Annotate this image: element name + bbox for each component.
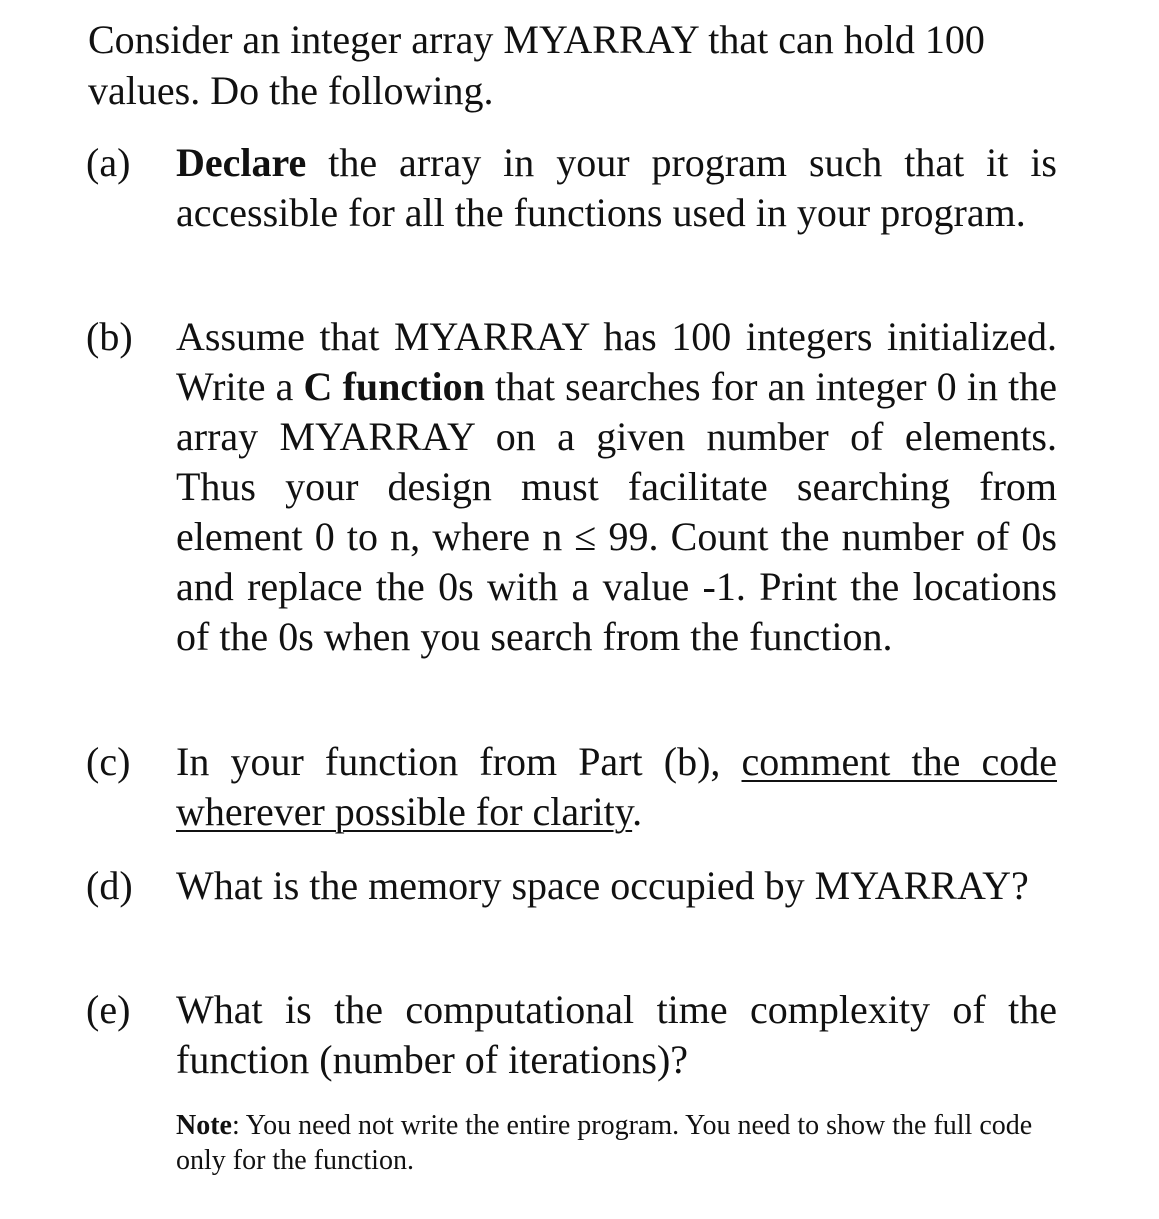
item-body [176, 737, 1057, 837]
question-item-c [86, 737, 1057, 837]
item-label: (d) [86, 863, 133, 908]
question-item-a [86, 138, 1057, 238]
bold-text: Declare [176, 140, 307, 185]
underlined-text: comment the code wherever possible for clarity [176, 739, 1057, 834]
bold-text: C function [303, 364, 485, 409]
note-body: : You need not write the entire program. You need to show the full code only for the function. [176, 1110, 1033, 1176]
note-text [176, 1108, 1071, 1178]
question-item-b [86, 312, 1057, 662]
question-item-e [86, 985, 1057, 1085]
question-item-d [86, 861, 1057, 911]
item-body [176, 138, 1057, 238]
item-label: (a) [86, 140, 131, 185]
item-body: What is the memory space occupied by MYARRAY? [176, 863, 1029, 908]
item-body [176, 312, 1057, 662]
item-label: (b) [86, 314, 133, 359]
item-text: . [632, 789, 643, 834]
item-label: (c) [86, 739, 131, 784]
item-body: What is the computational time complexity of the function (number of iterations)? [176, 987, 1057, 1082]
item-text: Assume that MYARRAY has 100 integers initialized. Write a [176, 314, 1057, 409]
item-text: that searches for an integer 0 in the array MYARRAY on a given number of elements. Thus your design must facilitate searching from element 0 to n, where n ≤ 99. Count the number of 0s and replace the 0s with a value -1. Print the locations of the 0s when you search from the function. [176, 364, 1057, 659]
intro-text: Consider an integer array MYARRAY that can hold 100 values. Do the following. [88, 17, 985, 113]
item-text: the array in your program such that it is accessible for all the functions used in your program. [176, 140, 1057, 235]
note-label: Note [176, 1110, 232, 1141]
item-label: (e) [86, 987, 131, 1032]
item-text: In your function from Part (b), [176, 739, 742, 784]
